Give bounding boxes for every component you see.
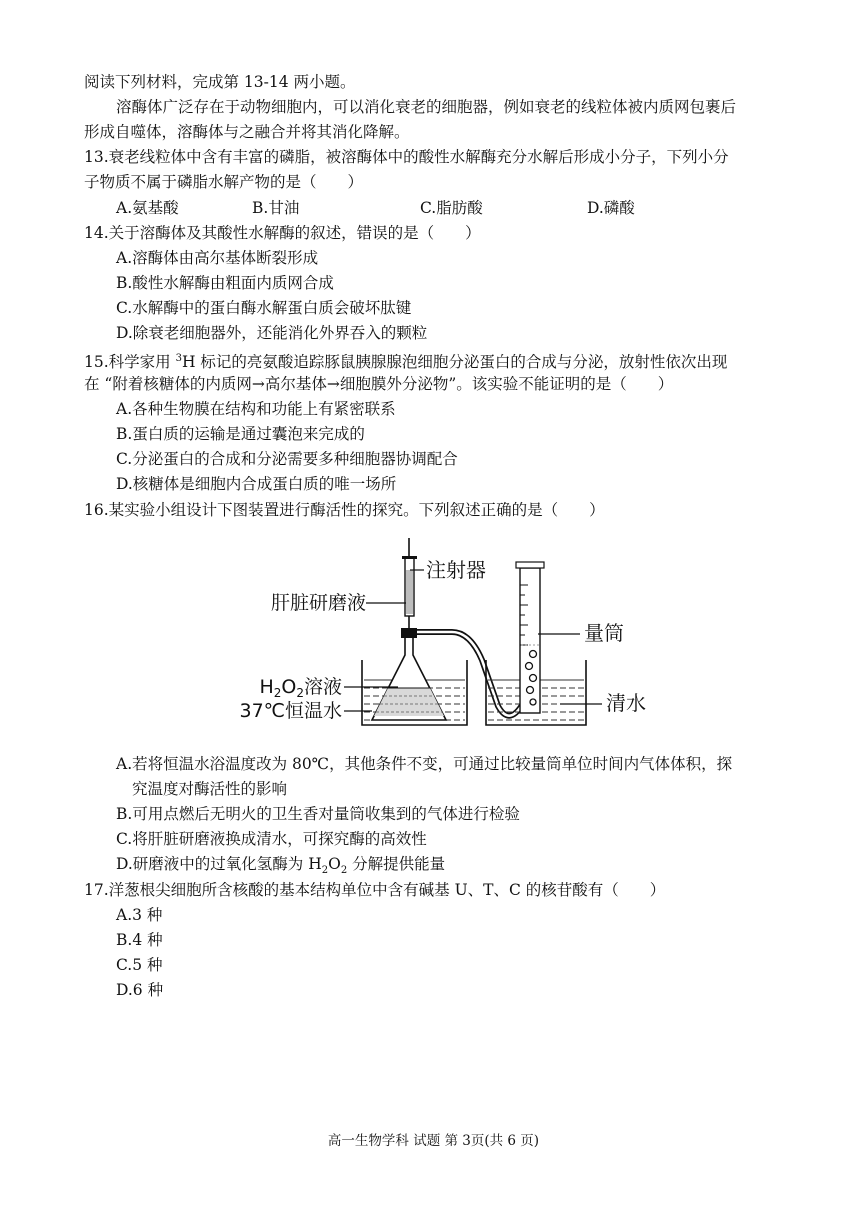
q16-option-a-line-2: 究温度对酶活性的影响	[132, 780, 288, 798]
h2o2-label-o: O	[281, 676, 297, 698]
material-text-line-1: 溶酶体广泛存在于动物细胞内，可以消化衰老的细胞器，例如衰老的线粒体被内质网包裹后	[116, 98, 737, 116]
q13-option-a: A.氨基酸	[116, 199, 179, 217]
q15-option-a: A.各种生物膜在结构和功能上有紧密联系	[116, 400, 396, 418]
q13-stem-line-1: 13.衰老线粒体中含有丰富的磷脂，被溶酶体中的酸性水解酶充分水解后形成小分子，下列小分	[84, 148, 729, 166]
page-footer: 高一生物学科 试题 第 3页(共 6 页)	[327, 1133, 540, 1149]
q17-option-b: B.4 种	[116, 931, 163, 949]
q17-option-c: C.5 种	[116, 956, 163, 974]
q15-stem-line-2: 在 “附着核糖体的内质网→高尔基体→细胞膜外分泌物”。该实验不能证明的是（ ）	[84, 375, 674, 393]
q16-stem: 16.某实验小组设计下图装置进行酶活性的探究。下列叙述正确的是（ ）	[84, 501, 605, 519]
enzyme-experiment-diagram	[220, 530, 660, 745]
liver-extract-label: 肝脏研磨液	[270, 592, 366, 614]
q15-option-d: D.核糖体是细胞内合成蛋白质的唯一场所	[116, 475, 397, 493]
syringe-label: 注射器	[426, 558, 486, 582]
isotope-superscript: 3	[175, 353, 182, 364]
syringe	[402, 538, 417, 628]
q16-option-b: B.可用点燃后无明火的卫生香对量筒收集到的气体进行检验	[116, 805, 520, 823]
water-bath-label: 37℃恒温水	[239, 700, 342, 722]
q16-option-d-rest: 分解提供能量	[347, 855, 446, 873]
h2o2-sub-2: 2	[340, 865, 348, 877]
conical-flask	[372, 628, 446, 720]
h2o2-o: O	[328, 855, 341, 873]
q14-option-a: A.溶酶体由高尔基体断裂形成	[116, 249, 319, 267]
graduated-cylinder	[516, 562, 544, 713]
q15-stem-line-1	[84, 349, 727, 372]
h2o2-label-sub-1: 2	[273, 686, 282, 700]
q14-option-c: C.水解酶中的蛋白酶水解蛋白质会破坏肽键	[116, 299, 412, 317]
q16-option-d	[116, 854, 445, 881]
material-text-line-2: 形成自噬体，溶酶体与之融合并将其消化降解。	[84, 123, 410, 141]
q16-option-d-prefix: D.研磨液中的过氧化氢酶为 H	[116, 855, 322, 873]
h2o2-sub-1: 2	[321, 865, 329, 877]
q13-option-d: D.磷酸	[587, 199, 635, 217]
q14-option-b: B.酸性水解酶由粗面内质网合成	[116, 274, 334, 292]
q13-option-c: C.脂肪酸	[420, 199, 483, 217]
q15-stem-prefix: 15.科学家用	[84, 353, 176, 372]
q17-option-d: D.6 种	[116, 981, 164, 999]
q14-option-d: D.除衰老细胞器外，还能消化外界吞入的颗粒	[116, 324, 428, 342]
q14-stem: 14.关于溶酶体及其酸性水解酶的叙述，错误的是（ ）	[84, 224, 481, 242]
cylinder-label: 量筒	[584, 621, 624, 645]
q15-option-b: B.蛋白质的运输是通过囊泡来完成的	[116, 425, 365, 443]
q17-stem: 17.洋葱根尖细胞所含核酸的基本结构单位中含有碱基 U、T、C 的核苷酸有（ ）	[84, 881, 666, 899]
h2o2-label-solution: 溶液	[303, 676, 342, 698]
h2o2-label-h: H	[259, 676, 274, 698]
clear-water-label: 清水	[606, 691, 646, 715]
q17-option-a: A.3 种	[116, 906, 163, 924]
q16-option-c: C.将肝脏研磨液换成清水，可探究酶的高效性	[116, 830, 427, 848]
reading-instruction: 阅读下列材料，完成第 13-14 两小题。	[84, 73, 356, 91]
q13-stem-line-2: 子物质不属于磷脂水解产物的是（ ）	[84, 173, 364, 191]
q15-stem-rest: H 标记的亮氨酸追踪豚鼠胰腺腺泡细胞分泌蛋白的合成与分泌，放射性依次出现	[181, 353, 728, 372]
q16-option-a-line-1: A.若将恒温水浴温度改为 80℃，其他条件不变，可通过比较量筒单位时间内气体体积，探	[116, 755, 733, 773]
h2o2-label-sub-2: 2	[296, 686, 304, 700]
q13-option-b: B.甘油	[252, 199, 300, 217]
h2o2-solution-label	[259, 676, 342, 700]
q15-option-c: C.分泌蛋白的合成和分泌需要多种细胞器协调配合	[116, 450, 458, 468]
